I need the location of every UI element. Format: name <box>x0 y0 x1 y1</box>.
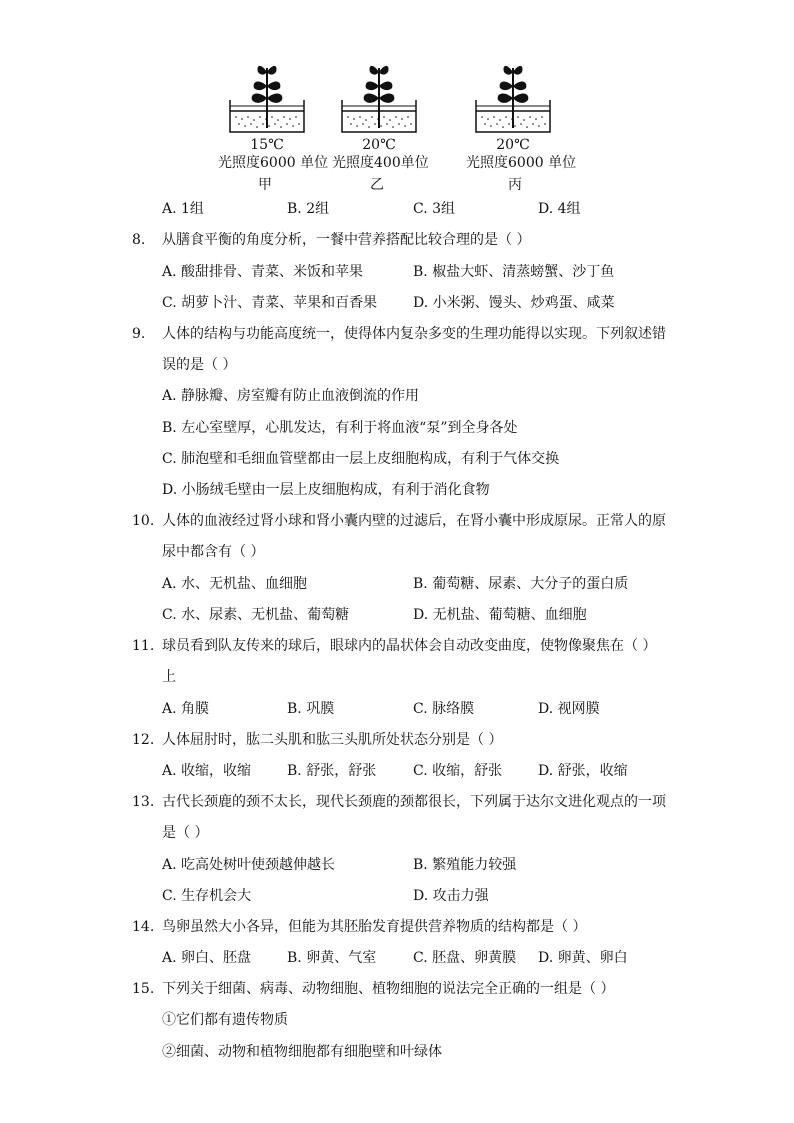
q10-option-b: B. 葡萄糖、尿素、大分子的蛋白质 <box>413 576 629 592</box>
q7-option-d: D. 4组 <box>538 201 581 217</box>
setup-yi <box>336 58 422 134</box>
plant-beaker-icon <box>470 58 556 134</box>
question-number: 9. <box>132 326 146 342</box>
group-label-yi: 乙 <box>370 177 384 193</box>
q9-option-c: C. 肺泡壁和毛细血管壁都由一层上皮细胞构成，有利于气体交换 <box>162 451 560 467</box>
q7-option-b: B. 2组 <box>287 201 330 217</box>
temp-label-bing: 20℃ <box>496 137 530 153</box>
q13-option-b: B. 繁殖能力较强 <box>413 857 517 873</box>
q8-option-d: D. 小米粥、馒头、炒鸡蛋、咸菜 <box>413 295 615 311</box>
q9-option-d: D. 小肠绒毛壁由一层上皮细胞构成，有利于消化食物 <box>162 482 490 498</box>
setup-bing <box>470 58 556 134</box>
question-number: 10. <box>132 513 155 529</box>
q14-option-b: B. 卵黄、气室 <box>287 950 377 966</box>
q8-option-b: B. 椒盐大虾、清蒸螃蟹、沙丁鱼 <box>413 264 615 280</box>
q14-option-a: A. 卵白、胚盘 <box>162 950 252 966</box>
question-number: 13. <box>132 794 155 810</box>
q9-option-a: A. 静脉瓣、房室瓣有防止血液倒流的作用 <box>162 388 420 404</box>
plant-beaker-icon <box>336 58 422 134</box>
q8-option-c: C. 胡萝卜汁、青菜、苹果和百香果 <box>162 295 378 311</box>
light-label-jia: 光照度6000 单位 <box>218 155 329 171</box>
temp-label-yi: 20℃ <box>362 137 396 153</box>
group-label-jia: 甲 <box>258 177 272 193</box>
group-label-bing: 丙 <box>508 177 522 193</box>
q8-option-a: A. 酸甜排骨、青菜、米饭和苹果 <box>162 264 364 280</box>
q10-option-d: D. 无机盐、葡萄糖、血细胞 <box>413 607 587 623</box>
q12-option-c: C. 收缩，舒张 <box>413 763 503 779</box>
q10-option-c: C. 水、尿素、无机盐、葡萄糖 <box>162 607 350 623</box>
q11-option-a: A. 角膜 <box>162 701 210 717</box>
q11-option-d: D. 视网膜 <box>538 701 600 717</box>
question-text-cont: 尿中都含有（ ） <box>162 544 265 560</box>
q13-option-d: D. 攻击力强 <box>413 888 489 904</box>
question-text: 球员看到队友传来的球后，眼球内的晶状体会自动改变曲度，使物像聚焦在（ ） <box>162 638 657 654</box>
q14-option-c: C. 胚盘、卵黄膜 <box>413 950 517 966</box>
question-text: 古代长颈鹿的颈不太长，现代长颈鹿的颈都很长，下列属于达尔文进化观点的一项 <box>162 794 666 810</box>
q9-option-b: B. 左心室壁厚，心肌发达，有利于将血液“泵”到全身各处 <box>162 420 518 436</box>
q7-option-a: A. 1组 <box>162 201 204 217</box>
question-number: 12. <box>132 732 155 748</box>
question-text-cont: 上 <box>162 669 176 685</box>
q10-option-a: A. 水、无机盐、血细胞 <box>162 576 308 592</box>
question-number: 8. <box>132 232 146 248</box>
light-label-bing: 光照度6000 单位 <box>466 155 577 171</box>
q12-option-d: D. 舒张，收缩 <box>538 763 628 779</box>
q13-option-a: A. 吃高处树叶使颈越伸越长 <box>162 857 336 873</box>
question-text: 人体的结构与功能高度统一，使得体内复杂多变的生理功能得以实现。下列叙述错 <box>162 326 666 342</box>
question-text: 下列关于细菌、病毒、动物细胞、植物细胞的说法完全正确的一组是（ ） <box>162 981 615 997</box>
question-number: 15. <box>132 981 155 997</box>
experiment-figure <box>0 58 794 198</box>
question-text: 从膳食平衡的角度分析，一餐中营养搭配比较合理的是（ ） <box>162 232 531 248</box>
q12-option-a: A. 收缩，收缩 <box>162 763 252 779</box>
q15-statement-1: ①它们都有遗传物质 <box>162 1012 288 1028</box>
q7-option-c: C. 3组 <box>413 201 456 217</box>
question-text-cont: 误的是（ ） <box>162 357 237 373</box>
question-text: 人体屈肘时，肱二头肌和肱三头肌所处状态分别是（ ） <box>162 732 503 748</box>
light-label-yi: 光照度400单位 <box>332 155 429 171</box>
question-number: 14. <box>132 919 155 935</box>
plant-beaker-icon <box>224 58 310 134</box>
q11-option-b: B. 巩膜 <box>287 701 335 717</box>
question-number: 11. <box>132 638 155 654</box>
q15-statement-2: ②细菌、动物和植物细胞都有细胞壁和叶绿体 <box>162 1044 442 1060</box>
q11-option-c: C. 脉络膜 <box>413 701 475 717</box>
setup-jia <box>224 58 310 134</box>
q14-option-d: D. 卵黄、卵白 <box>538 950 628 966</box>
q12-option-b: B. 舒张，舒张 <box>287 763 377 779</box>
question-text-cont: 是（ ） <box>162 825 209 841</box>
question-text: 鸟卵虽然大小各异，但能为其胚胎发育提供营养物质的结构都是（ ） <box>162 919 587 935</box>
question-text: 人体的血液经过肾小球和肾小囊内壁的过滤后，在肾小囊中形成原尿。正常人的原 <box>162 513 666 529</box>
q13-option-c: C. 生存机会大 <box>162 888 252 904</box>
temp-label-jia: 15℃ <box>250 137 284 153</box>
